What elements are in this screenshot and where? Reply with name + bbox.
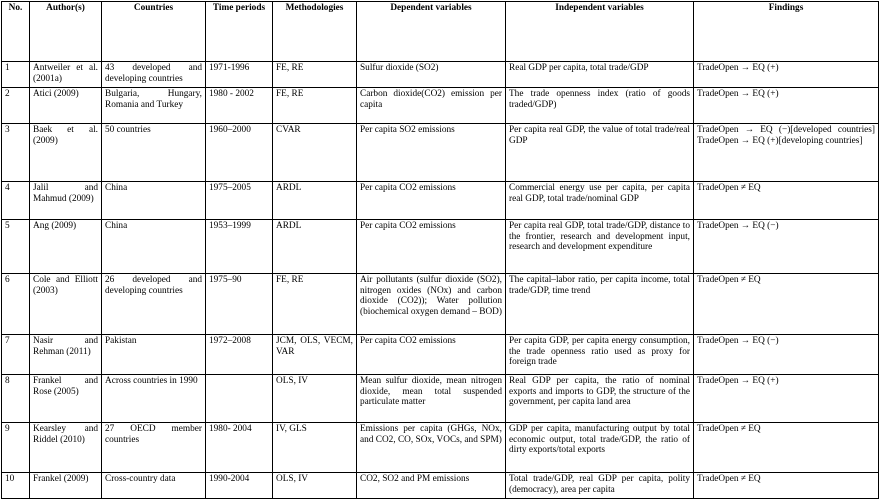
cell-independent: Real GDP per capita, total trade/GDP — [506, 62, 694, 88]
cell-findings: TradeOpen → EQ (−) — [694, 335, 879, 375]
cell-countries: China — [102, 182, 206, 220]
cell-no: 4 — [2, 182, 30, 220]
cell-methodology: OLS, IV — [273, 473, 357, 499]
table-row — [2, 423, 879, 473]
cell-dependent: Per capita SO2 emissions — [357, 124, 506, 182]
header-row — [2, 2, 879, 62]
cell-time-period: 1980- 2004 — [206, 423, 273, 473]
table-row — [2, 182, 879, 220]
cell-findings: TradeOpen → EQ (+) — [694, 375, 879, 423]
header-countries: Countries — [102, 2, 206, 62]
cell-no: 6 — [2, 274, 30, 335]
cell-countries: Pakistan — [102, 335, 206, 375]
cell-time-period: 1980 - 2002 — [206, 88, 273, 124]
cell-author: Frankel and Rose (2005) — [30, 375, 102, 423]
cell-methodology: FE, RE — [273, 62, 357, 88]
cell-author: Frankel (2009) — [30, 473, 102, 499]
cell-no: 9 — [2, 423, 30, 473]
cell-methodology: FE, RE — [273, 274, 357, 335]
cell-findings: TradeOpen → EQ (+) — [694, 88, 879, 124]
cell-time-period: 1972–2008 — [206, 335, 273, 375]
cell-independent: GDP per capita, manufacturing output by total economic output, total trade/GDP, the ratio of dirty exports/total exports — [506, 423, 694, 473]
cell-author: Jalil and Mahmud (2009) — [30, 182, 102, 220]
cell-time-period: 1975–90 — [206, 274, 273, 335]
cell-author: Ang (2009) — [30, 220, 102, 274]
cell-dependent: Emissions per capita (GHGs, NOx, and CO2, CO, SOx, VOCs, and SPM) — [357, 423, 506, 473]
cell-independent: Per capita real GDP, the value of total trade/real GDP — [506, 124, 694, 182]
table-row — [2, 88, 879, 124]
header-methodologies: Methodologies — [273, 2, 357, 62]
cell-methodology: JCM, OLS, VECM, VAR — [273, 335, 357, 375]
cell-no: 10 — [2, 473, 30, 499]
cell-dependent: Carbon dioxide(CO2) emission per capita — [357, 88, 506, 124]
table-row — [2, 62, 879, 88]
cell-methodology: CVAR — [273, 124, 357, 182]
header-authors: Author(s) — [30, 2, 102, 62]
cell-no: 1 — [2, 62, 30, 88]
cell-findings: TradeOpen ≠ EQ — [694, 182, 879, 220]
cell-dependent: Mean sulfur dioxide, mean nitrogen dioxide, mean total suspended particulate matter — [357, 375, 506, 423]
table-row — [2, 274, 879, 335]
header-no: No. — [2, 2, 30, 62]
table-row — [2, 335, 879, 375]
cell-methodology: OLS, IV — [273, 375, 357, 423]
cell-no: 3 — [2, 124, 30, 182]
cell-findings: TradeOpen → EQ (+) — [694, 62, 879, 88]
cell-findings: TradeOpen ≠ EQ — [694, 423, 879, 473]
table-row — [2, 220, 879, 274]
cell-countries: China — [102, 220, 206, 274]
cell-countries: 43 developed and developing countries — [102, 62, 206, 88]
cell-author: Baek et al. (2009) — [30, 124, 102, 182]
cell-author: Nasir and Rehman (2011) — [30, 335, 102, 375]
cell-methodology: IV, GLS — [273, 423, 357, 473]
cell-time-period: 1975–2005 — [206, 182, 273, 220]
cell-independent: The capital–labor ratio, per capita income, total trade/GDP, time trend — [506, 274, 694, 335]
cell-independent: Total trade/GDP, real GDP per capita, polity (democracy), area per capita — [506, 473, 694, 499]
cell-dependent: Per capita CO2 emissions — [357, 335, 506, 375]
cell-time-period: 1960–2000 — [206, 124, 273, 182]
cell-findings: TradeOpen ≠ EQ — [694, 473, 879, 499]
cell-no: 7 — [2, 335, 30, 375]
cell-no: 5 — [2, 220, 30, 274]
cell-dependent: Per capita CO2 emissions — [357, 182, 506, 220]
cell-dependent: Per capita CO2 emissions — [357, 220, 506, 274]
cell-no: 2 — [2, 88, 30, 124]
header-time-periods: Time periods — [206, 2, 273, 62]
table-row — [2, 473, 879, 499]
cell-dependent: Air pollutants (sulfur dioxide (SO2), nitrogen oxides (NOx) and carbon dioxide (CO2)); Water pollution (biochemical oxygen demand – BOD) — [357, 274, 506, 335]
header-independent-variables: Independent variables — [506, 2, 694, 62]
cell-methodology: ARDL — [273, 220, 357, 274]
cell-findings: TradeOpen ≠ EQ — [694, 274, 879, 335]
literature-review-table — [1, 1, 879, 499]
cell-dependent: CO2, SO2 and PM emissions — [357, 473, 506, 499]
cell-author: Antweiler et al. (2001a) — [30, 62, 102, 88]
cell-countries: 50 countries — [102, 124, 206, 182]
cell-independent: Real GDP per capita, the ratio of nominal exports and imports to GDP, the structure of the government, per capita land area — [506, 375, 694, 423]
cell-methodology: FE, RE — [273, 88, 357, 124]
cell-dependent: Sulfur dioxide (SO2) — [357, 62, 506, 88]
cell-author: Kearsley and Riddel (2010) — [30, 423, 102, 473]
table-row — [2, 124, 879, 182]
cell-methodology: ARDL — [273, 182, 357, 220]
cell-findings: TradeOpen → EQ (−) — [694, 220, 879, 274]
cell-time-period: 1971-1996 — [206, 62, 273, 88]
cell-no: 8 — [2, 375, 30, 423]
cell-independent: Commercial energy use per capita, per capita real GDP, total trade/nominal GDP — [506, 182, 694, 220]
cell-countries: 26 developed and developing countries — [102, 274, 206, 335]
table-row — [2, 375, 879, 423]
header-dependent-variables: Dependent variables — [357, 2, 506, 62]
cell-countries: Bulgaria, Hungary, Romania and Turkey — [102, 88, 206, 124]
cell-independent: Per capita real GDP, total trade/GDP, distance to the frontier, research and development input, research and development expenditure — [506, 220, 694, 274]
cell-author: Cole and Elliott (2003) — [30, 274, 102, 335]
cell-countries: 27 OECD member countries — [102, 423, 206, 473]
cell-countries: Across countries in 1990 — [102, 375, 206, 423]
header-findings: Findings — [694, 2, 879, 62]
cell-findings: TradeOpen → EQ (−)[developed countries] TradeOpen → EQ (+)[developing countries] — [694, 124, 879, 182]
cell-time-period — [206, 375, 273, 423]
cell-countries: Cross-country data — [102, 473, 206, 499]
cell-time-period: 1953–1999 — [206, 220, 273, 274]
cell-independent: The trade openness index (ratio of goods traded/GDP) — [506, 88, 694, 124]
cell-author: Atici (2009) — [30, 88, 102, 124]
cell-time-period: 1990-2004 — [206, 473, 273, 499]
cell-independent: Per capita GDP, per capita energy consumption, the trade openness ratio used as proxy for foreign trade — [506, 335, 694, 375]
